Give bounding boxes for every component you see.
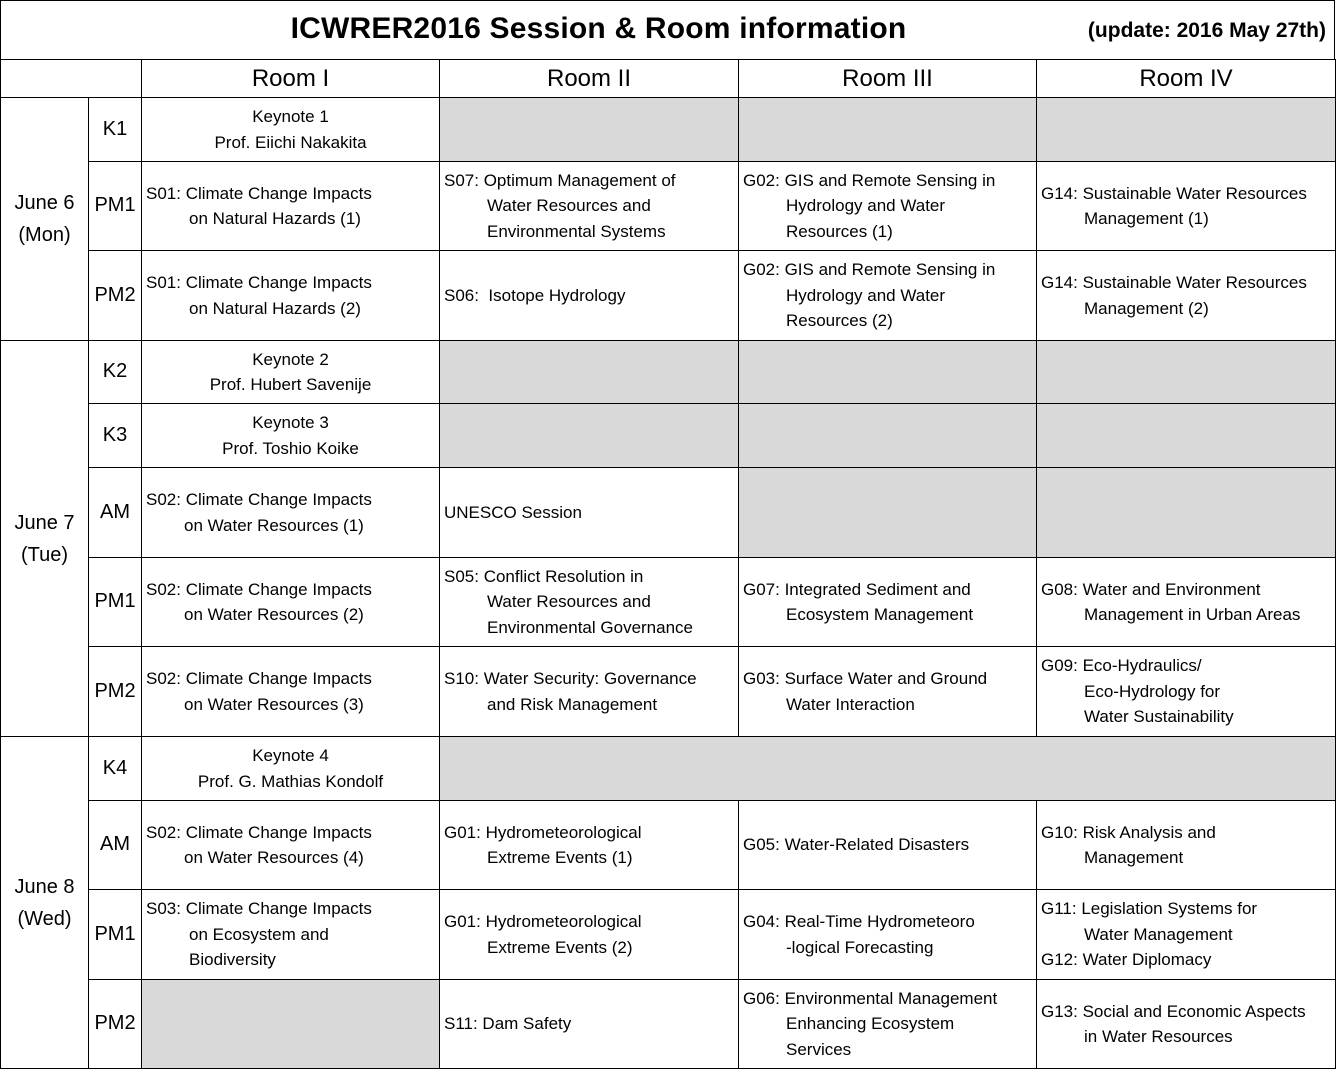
session-line: on Water Resources (4) [184,848,364,867]
session-line: G11: Legislation Systems for [1041,899,1258,919]
room-header-1: Room I [142,60,440,98]
session-line: Management [1084,848,1184,867]
slot-label: PM2 [89,647,142,737]
slot-label: K4 [89,737,142,801]
session-line: and Risk Management [487,694,658,714]
keynote-cell [142,98,440,162]
empty-cell [739,468,1037,558]
session-cell [1037,801,1336,890]
table-row [1,980,1336,1069]
session-line: Eco-Hydrology for [1084,681,1221,701]
session-line: -logical Forecasting [786,937,934,957]
table-row [1,98,1336,162]
session-line: Management (1) [1084,209,1209,228]
session-cell [1037,251,1336,341]
session-line: Water Resources and [487,592,651,612]
session-line: Management in Urban Areas [1084,605,1301,624]
empty-cell [440,341,739,404]
table-row [1,890,1336,980]
empty-cell [1037,341,1336,404]
empty-cell [440,737,1336,801]
session-cell [440,558,739,647]
keynote-title: Keynote 1 [252,107,329,126]
slot-label: PM1 [89,558,142,647]
session-line: G14: Sustainable Water Resources [1041,183,1307,203]
keynote-speaker: Prof. Hubert Savenije [209,375,372,394]
session-line: UNESCO Session [444,502,582,522]
keynote-cell [142,404,440,468]
empty-cell [440,404,739,468]
session-line: G09: Eco-Hydraulics/ [1041,656,1202,676]
session-line: Water Management [1084,924,1233,944]
keynote-speaker: Prof. Toshio Koike [222,438,359,458]
slot-label: AM [89,468,142,558]
session-line: on Natural Hazards (2) [189,298,361,318]
session-line: S06: Isotope Hydrology [444,285,626,305]
table-row [1,647,1336,737]
slot-label: K1 [89,98,142,162]
empty-cell [142,980,440,1069]
session-line: Water Resources and [487,196,651,216]
session-line: Water Interaction [786,694,915,714]
day-weekday: (Wed) [17,907,72,930]
session-line: S01: Climate Change Impacts [146,273,372,292]
slot-label: K3 [89,404,142,468]
session-line: on Water Resources (1) [184,515,364,535]
session-line: S01: Climate Change Impacts [146,183,372,203]
slot-label: AM [89,801,142,890]
session-cell [739,647,1037,737]
session-line: S02: Climate Change Impacts [146,669,372,688]
session-line: G02: GIS and Remote Sensing in [743,170,996,190]
keynote-title: Keynote 2 [252,349,329,369]
session-cell [739,251,1037,341]
session-line: Water Sustainability [1084,707,1234,727]
table-row [1,468,1336,558]
keynote-speaker: Prof. G. Mathias Kondolf [197,771,384,791]
session-line: on Water Resources (2) [184,605,364,624]
session-line: on Natural Hazards (1) [189,209,361,228]
session-cell [739,162,1037,251]
keynote-speaker: Prof. Eiichi Nakakita [214,132,367,152]
session-line: G01: Hydrometeorological [444,912,642,931]
session-cell [440,162,739,251]
session-cell [440,801,739,890]
session-cell [142,251,440,341]
session-line: Environmental Systems [487,221,666,241]
session-line: G07: Integrated Sediment and [743,579,971,599]
day-weekday: (Mon) [18,224,71,246]
slot-label: K2 [89,341,142,404]
session-line: on Water Resources (3) [184,694,364,714]
session-line: Extreme Events (2) [487,937,633,957]
session-line: Ecosystem Management [786,605,974,624]
session-cell [1037,162,1336,251]
session-cell [1037,890,1336,980]
room-header-2: Room II [440,60,739,98]
empty-cell [739,98,1037,162]
table-row [1,558,1336,647]
empty-cell [1037,468,1336,558]
session-cell [440,251,739,341]
session-line: in Water Resources [1084,1027,1233,1046]
empty-cell [1037,98,1336,162]
session-line: S03: Climate Change Impacts [146,899,372,919]
session-line: Extreme Events (1) [487,848,633,867]
empty-cell [739,341,1037,404]
session-cell [440,468,739,558]
session-line: Hydrology and Water [786,285,946,305]
session-line: S05: Conflict Resolution in [444,566,644,586]
session-line: Hydrology and Water [786,196,946,216]
day-cell-june-6 [1,98,89,341]
session-cell [142,468,440,558]
session-line: G14: Sustainable Water Resources [1041,273,1307,292]
update-date: (update: 2016 May 27th) [1087,19,1326,42]
session-cell [440,890,739,980]
room-header-4: Room IV [1037,60,1336,98]
session-cell [440,647,739,737]
session-line: S02: Climate Change Impacts [146,490,372,509]
day-cell-june-8 [1,737,89,1069]
session-line: S02: Climate Change Impacts [146,822,372,842]
table-row [1,801,1336,890]
session-cell [142,647,440,737]
corner-cell [1,60,142,98]
session-line: Resources (1) [786,221,893,241]
table-row [1,341,1336,404]
room-header-3: Room III [739,60,1037,98]
session-line: Enhancing Ecosystem [786,1014,955,1034]
session-line: G12: Water Diplomacy [1041,950,1212,970]
session-line: on Ecosystem and [189,924,329,944]
day-date: June 6 [14,192,75,214]
header-row [1,60,1336,98]
session-line: S02: Climate Change Impacts [146,579,372,599]
slot-label: PM1 [89,162,142,251]
day-weekday: (Tue) [20,543,69,566]
schedule-table [0,59,1336,1069]
keynote-title: Keynote 4 [252,746,329,765]
session-line: G04: Real-Time Hydrometeoro [743,912,975,931]
keynote-cell [142,737,440,801]
session-line: G08: Water and Environment [1041,579,1261,599]
table-row [1,162,1336,251]
session-line: Environmental Governance [487,617,694,637]
day-cell-june-7 [1,341,89,737]
table-row [1,404,1336,468]
session-line: Resources (2) [786,311,893,331]
session-line: G03: Surface Water and Ground [743,669,988,688]
session-cell [142,558,440,647]
session-cell [739,558,1037,647]
session-cell [1037,647,1336,737]
session-cell [739,890,1037,980]
empty-cell [739,404,1037,468]
session-line: G02: GIS and Remote Sensing in [743,260,996,280]
keynote-title: Keynote 3 [252,413,329,432]
session-line: Services [786,1039,852,1059]
session-cell [1037,980,1336,1069]
slot-label: PM1 [89,890,142,980]
slot-label: PM2 [89,980,142,1069]
day-date: June 8 [14,875,75,898]
session-cell [142,801,440,890]
session-line: G01: Hydrometeorological [444,822,642,842]
session-line: S11: Dam Safety [444,1014,572,1034]
keynote-cell [142,341,440,404]
empty-cell [440,98,739,162]
session-cell [142,162,440,251]
slot-label: PM2 [89,251,142,341]
session-line: G13: Social and Economic Aspects [1041,1001,1306,1021]
session-line: G06: Environmental Management [743,988,998,1008]
session-line: Management (2) [1084,298,1209,318]
title-bar [0,0,1335,60]
session-line: G05: Water-Related Disasters [743,835,970,855]
session-line: Biodiversity [189,950,276,970]
session-cell [1037,558,1336,647]
session-line: S07: Optimum Management of [444,170,676,190]
page-title: ICWRER2016 Session & Room information [290,12,907,45]
day-date: June 7 [14,511,75,534]
session-cell [739,980,1037,1069]
empty-cell [1037,404,1336,468]
session-cell [739,801,1037,890]
session-cell [440,980,739,1069]
table-row [1,737,1336,801]
session-line: G10: Risk Analysis and [1041,822,1216,842]
table-row [1,251,1336,341]
session-cell [142,890,440,980]
session-line: S10: Water Security: Governance [444,669,697,688]
